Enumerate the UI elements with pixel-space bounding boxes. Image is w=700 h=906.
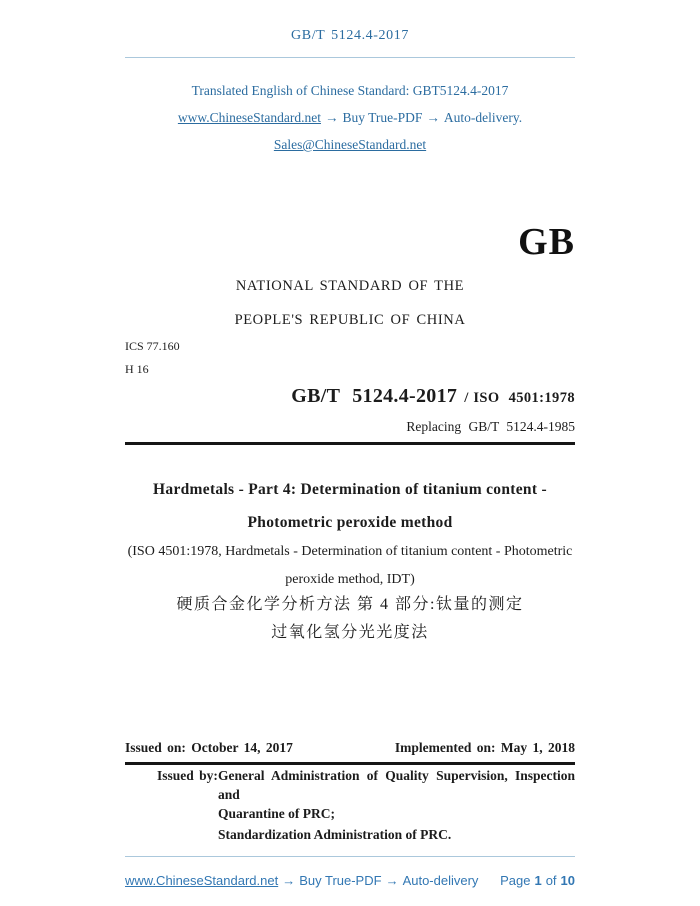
header-link-line xyxy=(125,108,575,127)
footer-site-link[interactable]: www.ChineseStandard.net xyxy=(125,873,279,888)
header-doc-code: GB/T 5124.4-2017 xyxy=(291,28,409,43)
footer-links xyxy=(125,872,478,890)
issue-dates-row xyxy=(125,739,575,757)
issued-by-line1: General Administration of Quality Supervision, Inspection and xyxy=(218,768,575,802)
footer-row xyxy=(125,872,575,890)
issued-on-date: Issued on: October 14, 2017 xyxy=(125,740,293,755)
iso-code: ISO 4501:1978 xyxy=(473,390,575,406)
code-separator: / xyxy=(464,390,469,406)
email-link[interactable]: Sales@ChineseStandard.net xyxy=(273,137,427,152)
title-en-line1: Hardmetals - Part 4: Determination of titanium content - xyxy=(153,481,547,498)
title-iso-line2: peroxide method, IDT) xyxy=(285,572,415,587)
title-en-line2: Photometric peroxide method xyxy=(247,514,453,531)
footer-rule xyxy=(125,856,575,857)
standard-code-row xyxy=(125,381,575,413)
national-standard-line2: PEOPLE'S REPUBLIC OF CHINA xyxy=(234,312,466,328)
title-cn-line1: 硬质合金化学分析方法 第 4 部分:钛量的测定 xyxy=(176,596,524,613)
implemented-on-date: Implemented on: May 1, 2018 xyxy=(394,740,575,755)
cover-body xyxy=(125,219,575,644)
gbt-code: GB/T 5124.4-2017 xyxy=(291,385,458,407)
issued-by-content xyxy=(218,766,575,844)
arrow-icon: → xyxy=(385,873,399,888)
header-rule xyxy=(125,57,575,58)
national-standard-line1: NATIONAL STANDARD OF THE xyxy=(235,278,465,294)
site-link[interactable]: www.ChineseStandard.net xyxy=(177,110,321,125)
buy-pdf-label: Buy True-PDF xyxy=(342,110,423,125)
arrow-icon: → xyxy=(324,110,339,125)
divider-rule-top xyxy=(125,442,575,445)
classification-code: H 16 xyxy=(125,362,149,376)
footer-buy-pdf-label: Buy True-PDF xyxy=(299,873,382,888)
issued-by-block xyxy=(125,766,575,844)
divider-rule-bottom xyxy=(125,762,575,765)
ics-code: ICS 77.160 xyxy=(125,339,180,353)
issued-by-line2: Quarantine of PRC; xyxy=(218,806,335,821)
replacing-note: Replacing GB/T 5124.4-1985 xyxy=(406,419,575,434)
header-email-line xyxy=(125,135,575,154)
page-label: Page xyxy=(500,873,531,888)
page-indicator xyxy=(496,872,575,890)
arrow-icon: → xyxy=(282,873,296,888)
page-current: 1 xyxy=(534,873,542,888)
issued-by-label: Issued by: xyxy=(157,768,218,783)
gb-logo: GB xyxy=(518,221,575,263)
title-cn-line2: 过氧化氢分光光度法 xyxy=(271,624,429,641)
page-total: 10 xyxy=(560,873,575,888)
issued-by-line3: Standardization Administration of PRC. xyxy=(218,827,452,842)
translated-line: Translated English of Chinese Standard: GBT5124.4-2017 xyxy=(191,83,509,98)
footer-delivery-label: Auto-delivery xyxy=(402,873,479,888)
page-footer xyxy=(125,856,575,890)
issuance-section xyxy=(125,739,575,844)
title-iso-line1: (ISO 4501:1978, Hardmetals - Determination of titanium content - Photometric xyxy=(127,544,573,559)
page-header xyxy=(125,27,575,154)
of-label: of xyxy=(545,873,557,888)
arrow-icon: → xyxy=(426,110,440,125)
delivery-label: Auto-delivery. xyxy=(443,110,523,125)
